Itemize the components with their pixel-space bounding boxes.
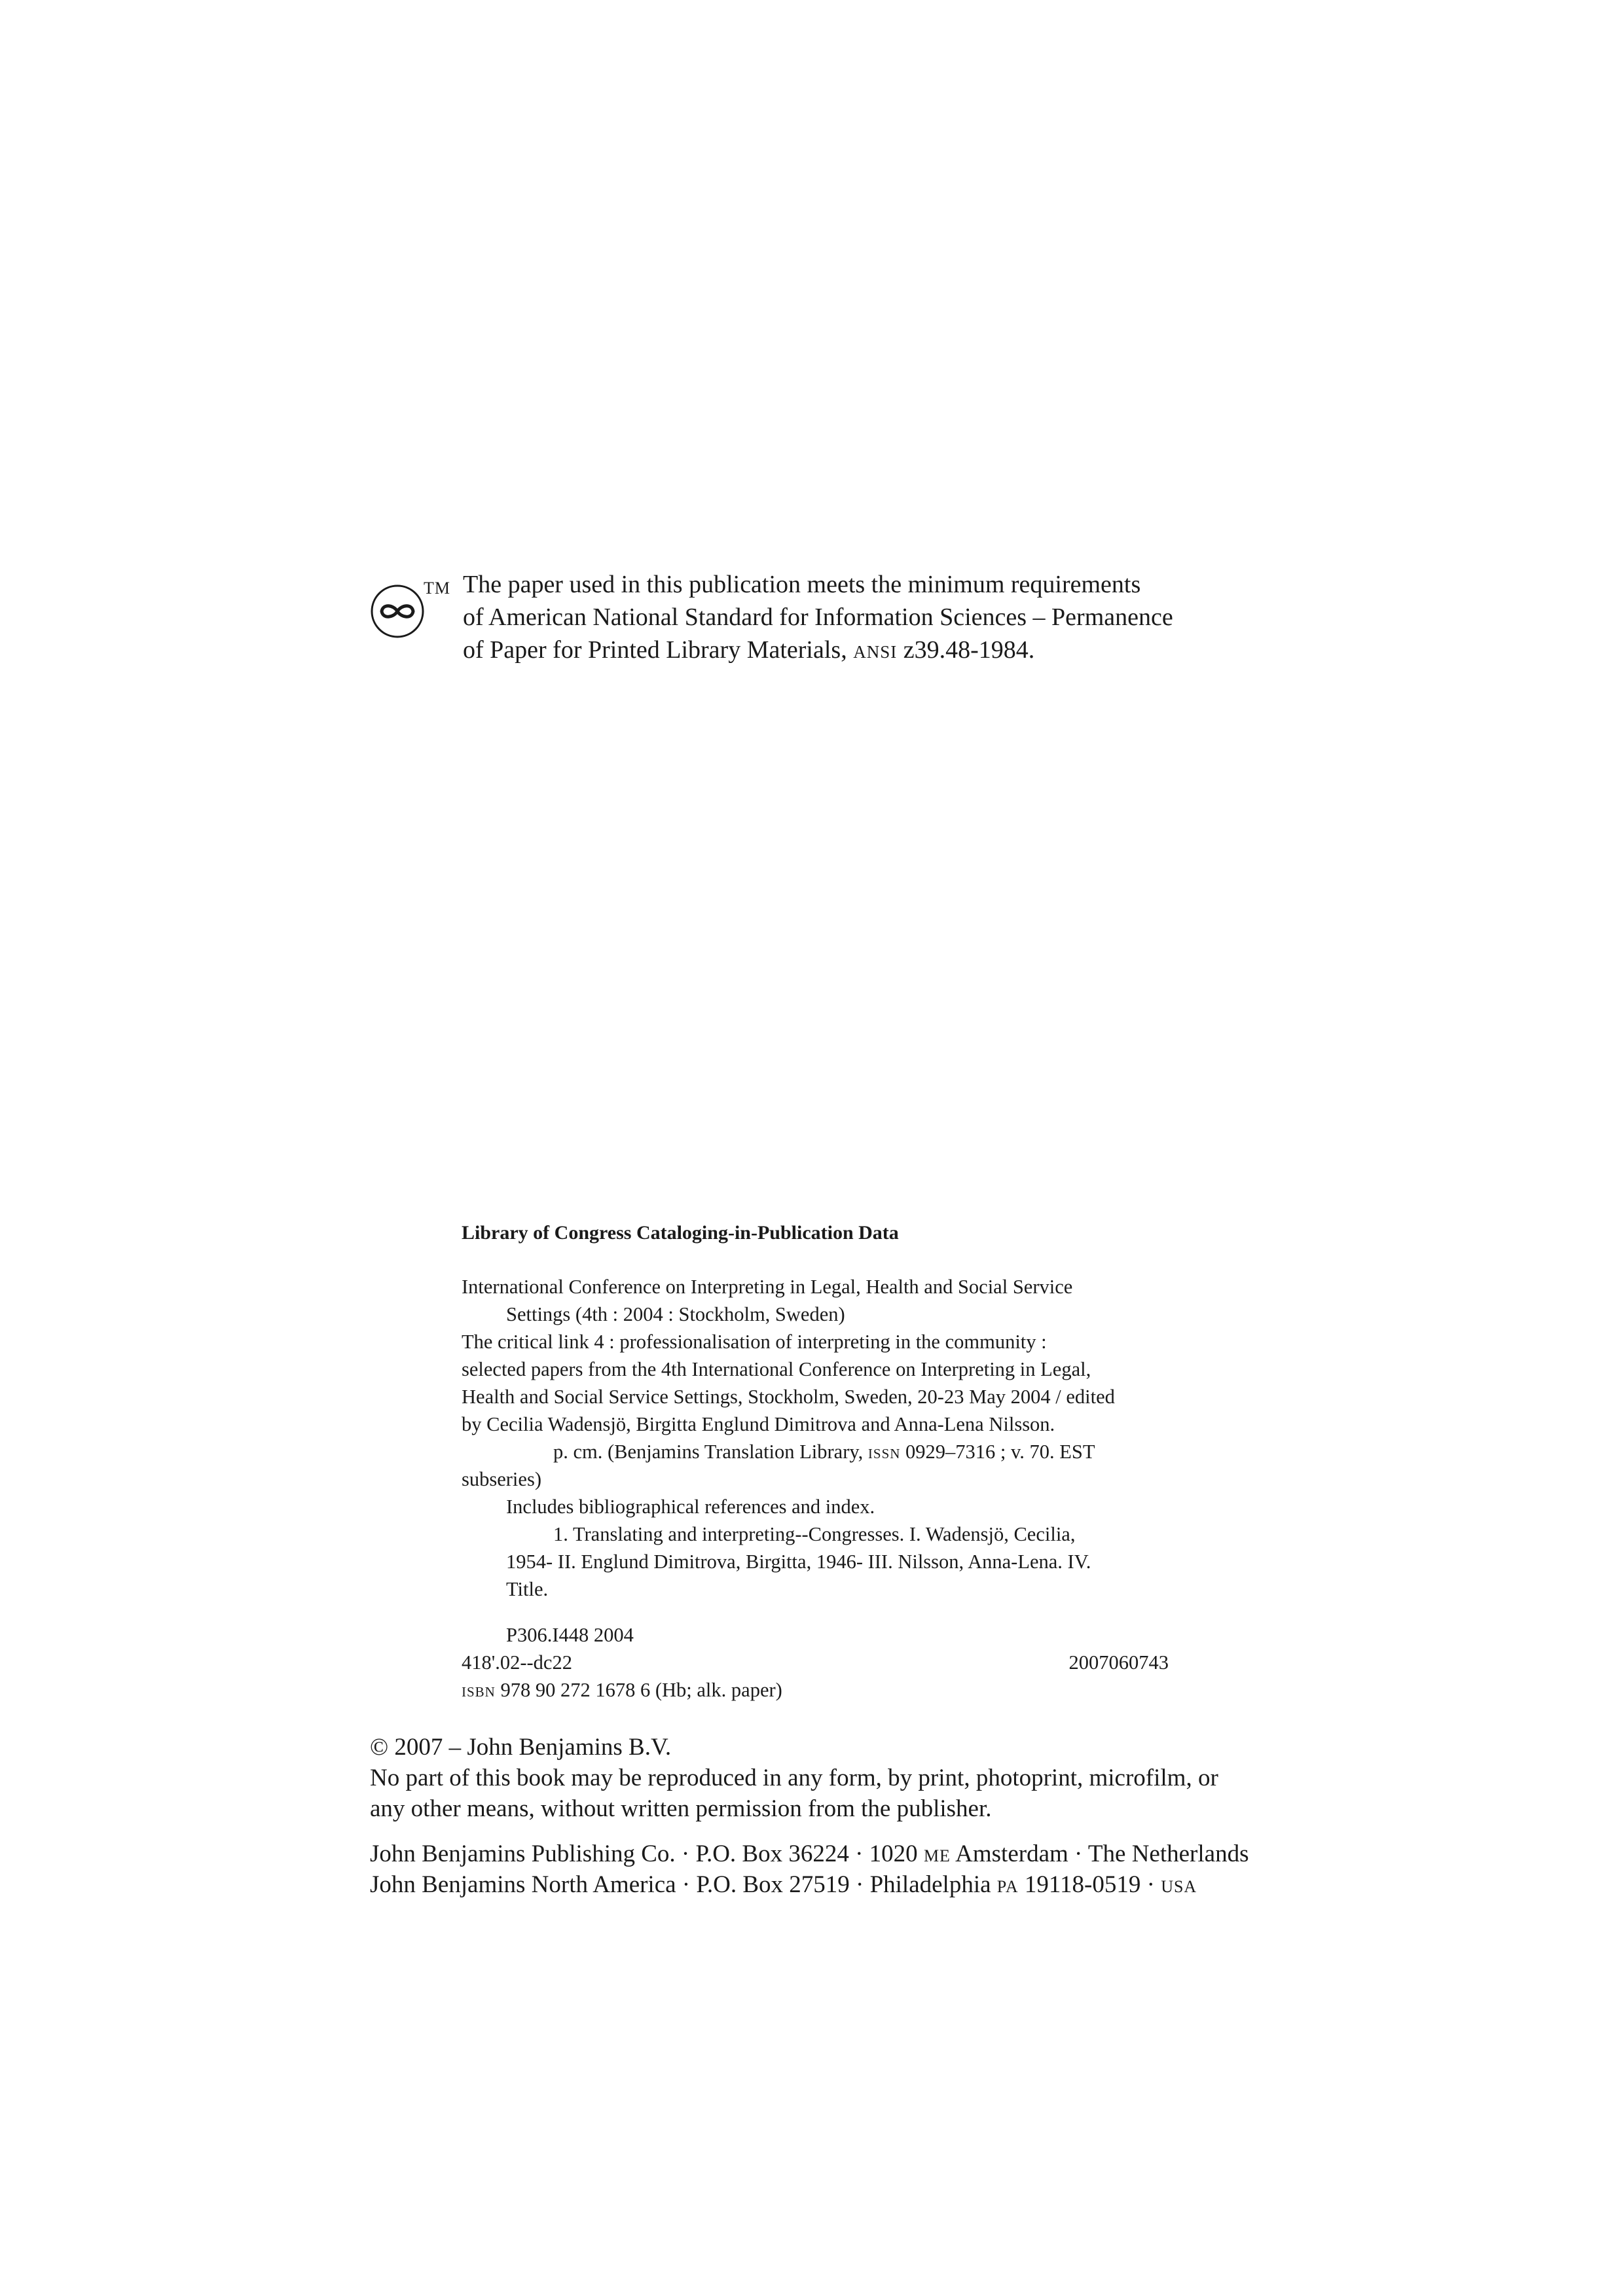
cataloging-in-publication-block — [462, 1219, 1169, 1704]
physical-description-line: p. cm. (Benjamins Translation Library, issn 0929–7316 ; v. 70. EST — [553, 1441, 1095, 1463]
classification-block — [462, 1621, 1169, 1704]
subject-line: Title. — [506, 1578, 549, 1600]
physical-description-line: subseries) — [462, 1468, 541, 1490]
main-entry-line: International Conference on Interpreting in Legal, Health and Social Service — [462, 1276, 1073, 1298]
cip-heading: Library of Congress Cataloging-in-Publication Data — [462, 1222, 899, 1244]
subject-line: 1. Translating and interpreting--Congresses. I. Wadensjö, Cecilia, — [553, 1523, 1076, 1545]
permanence-line: of American National Standard for Information Sciences – Permanence — [463, 603, 1173, 631]
main-entry-line: Settings (4th : 2004 : Stockholm, Sweden) — [506, 1303, 845, 1325]
ansi-abbrev: ansi — [853, 636, 898, 664]
lccn-number: 2007060743 — [1068, 1651, 1169, 1674]
title-line: Health and Social Service Settings, Stockholm, Sweden, 20-23 May 2004 / edited — [462, 1386, 1115, 1408]
dewey-row — [462, 1649, 1169, 1676]
lc-class-number: P306.I448 2004 — [506, 1624, 634, 1646]
isbn-abbrev: isbn — [462, 1679, 496, 1701]
infinity-circle-icon — [370, 584, 425, 639]
permanence-text — [463, 568, 1173, 666]
subject-line: 1954- II. Englund Dimitrova, Birgitta, 1946- III. Nilsson, Anna-Lena. IV. — [506, 1551, 1091, 1573]
permanence-line: of Paper for Printed Library Materials, ansi z39.48-1984. — [463, 636, 1035, 664]
isbn-line: isbn 978 90 272 1678 6 (Hb; alk. paper) — [462, 1679, 782, 1701]
trademark-mark: TM — [424, 579, 450, 598]
issn-abbrev: issn — [867, 1441, 901, 1463]
notes-line: Includes bibliographical references and index. — [506, 1496, 875, 1518]
dewey-number: 418'.02--dc22 — [462, 1651, 572, 1674]
publisher-address-nl: John Benjamins Publishing Co. · P.O. Box 36224 · 1020 me Amsterdam · The Netherlands — [370, 1840, 1249, 1867]
permanence-line: The paper used in this publication meets the minimum requirements — [463, 571, 1141, 598]
rights-line: any other means, without written permission from the publisher. — [370, 1795, 992, 1822]
rights-line: No part of this book may be reproduced in any form, by print, photoprint, microfilm, or — [370, 1765, 1218, 1791]
title-line: selected papers from the 4th International Conference on Interpreting in Legal, — [462, 1358, 1091, 1380]
copyright-block — [370, 1732, 1300, 1900]
title-line: The critical link 4 : professionalisation of interpreting in the community : — [462, 1331, 1047, 1353]
title-line: by Cecilia Wadensjö, Birgitta Englund Dimitrova and Anna-Lena Nilsson. — [462, 1413, 1055, 1435]
publisher-address-us: John Benjamins North America · P.O. Box 27519 · Philadelphia pa 19118-0519 · usa — [370, 1871, 1197, 1898]
copyright-line: © 2007 – John Benjamins B.V. — [370, 1734, 672, 1761]
